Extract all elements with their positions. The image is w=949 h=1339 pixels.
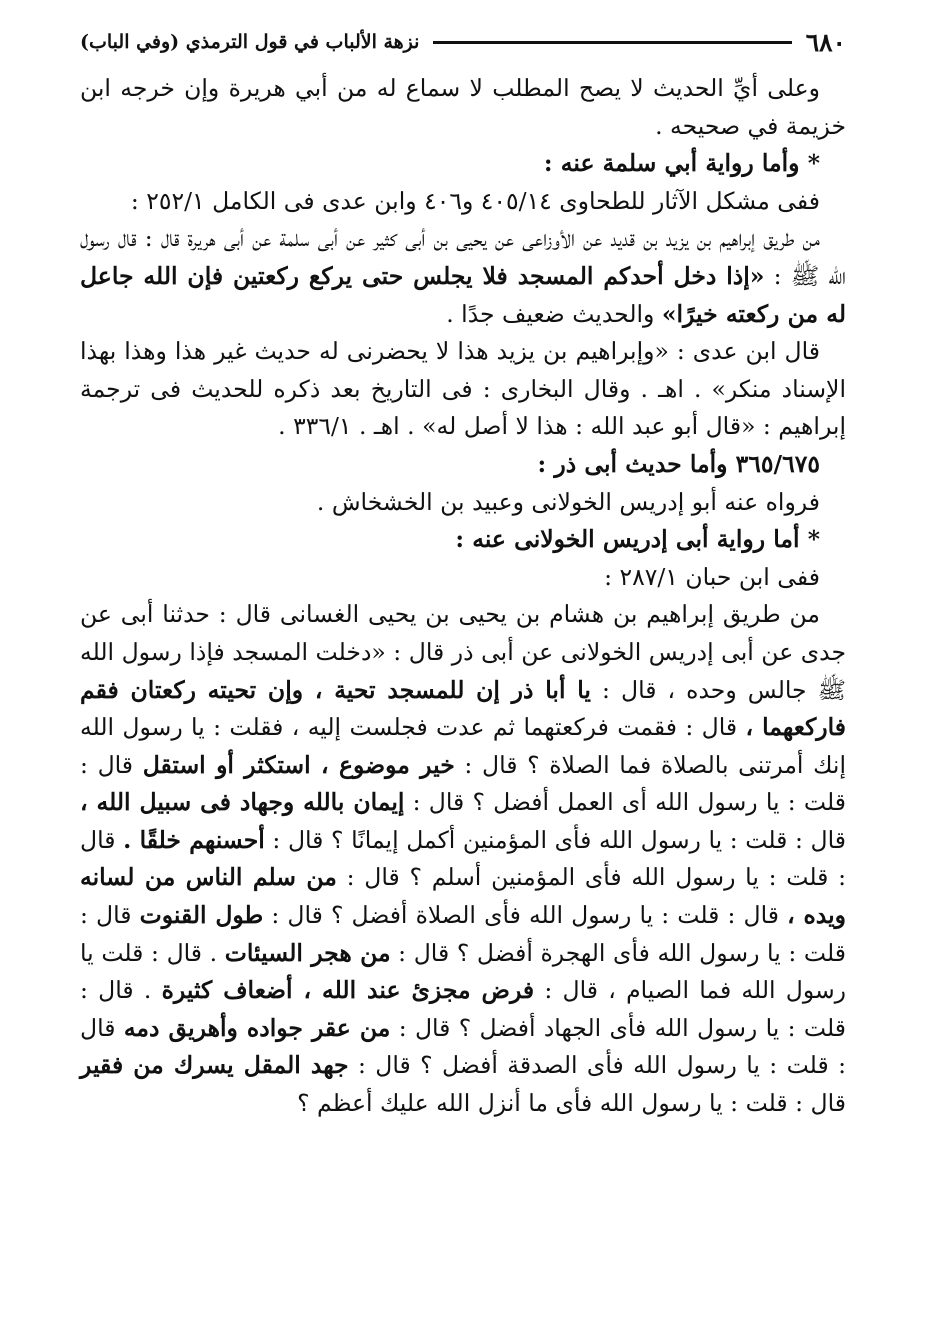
body-text: [80, 70, 846, 1123]
source-citation: ففى ابن حبان ٢٨٧/١ :: [604, 562, 820, 591]
narration-text: . قال : قلت يا رسول الله فما الصيام ، قال :: [80, 938, 847, 1005]
prophet-saying: طول القنوت: [139, 901, 264, 930]
section-heading: * أما رواية أبى إدريس الخولانى عنه :: [455, 525, 820, 554]
narration-text: قال : قلت : يا رسول الله فأى الهجرة أفضل ؟ قال :: [80, 901, 846, 967]
running-title: نزهة الألباب في قول الترمذي (وفي الباب): [80, 31, 420, 53]
prophet-saying: إيمان بالله وجهاد فى سبيل الله ،: [80, 788, 405, 817]
grading-text: والحديث ضعيف جدًا .: [446, 299, 662, 328]
source-citation: ففى مشكل الآثار للطحاوى ٤٠٥/١٤ و٤٠٦ وابن عدى فى الكامل ٢٥٢/١ :: [130, 186, 820, 215]
prophet-saying: من هجر السيئات: [224, 938, 391, 967]
hadith-paragraph: [80, 220, 846, 333]
narration-text: قال : قلت : يا رسول الله فأى المؤمنين أكمل إيمانًا ؟ قال :: [264, 825, 846, 854]
prophet-saying: يا أبا ذر إن للمسجد تحية ، وإن تحيته ركعتان فقم فاركعهما ،: [80, 675, 846, 742]
paragraph: فرواه عنه أبو إدريس الخولانى وعبيد بن الخشخاش .: [316, 487, 820, 516]
prophet-saying: من سلم الناس من لسانه ويده ،: [80, 863, 847, 930]
prophet-saying: فرض مجزئ عند الله ، أضعاف كثيرة: [161, 976, 535, 1005]
prophet-saying: جهد المقل يسرك من فقير: [80, 1051, 349, 1080]
narration-text: من طريق إبراهيم بن هشام بن يحيى بن يحيى الغسانى قال : حدثنا أبى عن جدى عن أبى إدريس الخولانى عن أبى ذر قال : «دخلت المسجد فإذا رسول الله ﷺ جالس وحده ، قال :: [80, 600, 846, 704]
isnad-text: من طريق إبراهيم بن يزيد بن قديد عن الأوزاعى عن يحيى بن أبى كثير عن أبى سلمة عن أبى هريرة قال : قال رسول الله ﷺ :: [80, 224, 846, 290]
narration-text: قال : قلت : يا رسول الله فأى الصلاة أفضل ؟ قال :: [263, 901, 788, 930]
section-heading: * وأما رواية أبي سلمة عنه :: [543, 149, 820, 178]
page-number: ٦٨٠: [805, 27, 846, 57]
header-rule: [433, 41, 791, 44]
paragraph: وعلى أيِّ الحديث لا يصح المطلب لا سماع له من أبي هريرة وإن خرجه ابن خزيمة في صحيحه .: [80, 74, 846, 140]
section-heading-numbered: ٣٦٥/٦٧٥ وأما حديث أبى ذر :: [537, 449, 820, 478]
book-page: [80, 22, 846, 1123]
narration-text: قال : قلت : يا رسول الله فأى الصدقة أفضل ؟ قال :: [80, 1013, 846, 1080]
narration-text: قال : قلت : يا رسول الله فأى المؤمنين أسلم ؟ قال :: [80, 825, 847, 892]
commentary-paragraph: قال ابن عدى : «وإبراهيم بن يزيد هذا لا يحضرنى له حديث غير هذا وهذا بهذا الإسناد منكر» . اهـ . وقال البخارى : فى التاريخ بعد ذكره للحديث فى ترجمة إبراهيم : «قال أبو عبد الله : هذا لا أصل له» . اهـ . ٣٣٦/١ .: [80, 337, 846, 441]
prophet-saying: من عقر جواده وأهريق دمه: [123, 1013, 391, 1042]
narration-text: قال : قلت : يا رسول الله أى العمل أفضل ؟ قال :: [80, 750, 846, 817]
prophet-saying: خير موضوع ، استكثر أو استقل: [142, 750, 455, 779]
prophet-saying: أحسنهم خلقًا .: [123, 825, 265, 854]
page-header: [80, 22, 846, 62]
hadith-paragraph: [80, 596, 846, 1122]
narration-text: قال : فقمت فركعتهما ثم عدت فجلست إليه ، فقلت : يا رسول الله إنك أمرتنى بالصلاة فما الصلاة ؟ قال :: [80, 713, 846, 779]
hadith-matn: «إذا دخل أحدكم المسجد فلا يجلس حتى يركع ركعتين فإن الله جاعل له من ركعته خيرًا»: [80, 261, 846, 328]
narration-text: . قال : قلت : يا رسول الله فأى الجهاد أفضل ؟ قال :: [80, 976, 846, 1042]
narration-text: قال : قلت : يا رسول الله فأى ما أنزل الله عليك أعظم ؟: [297, 1089, 846, 1118]
